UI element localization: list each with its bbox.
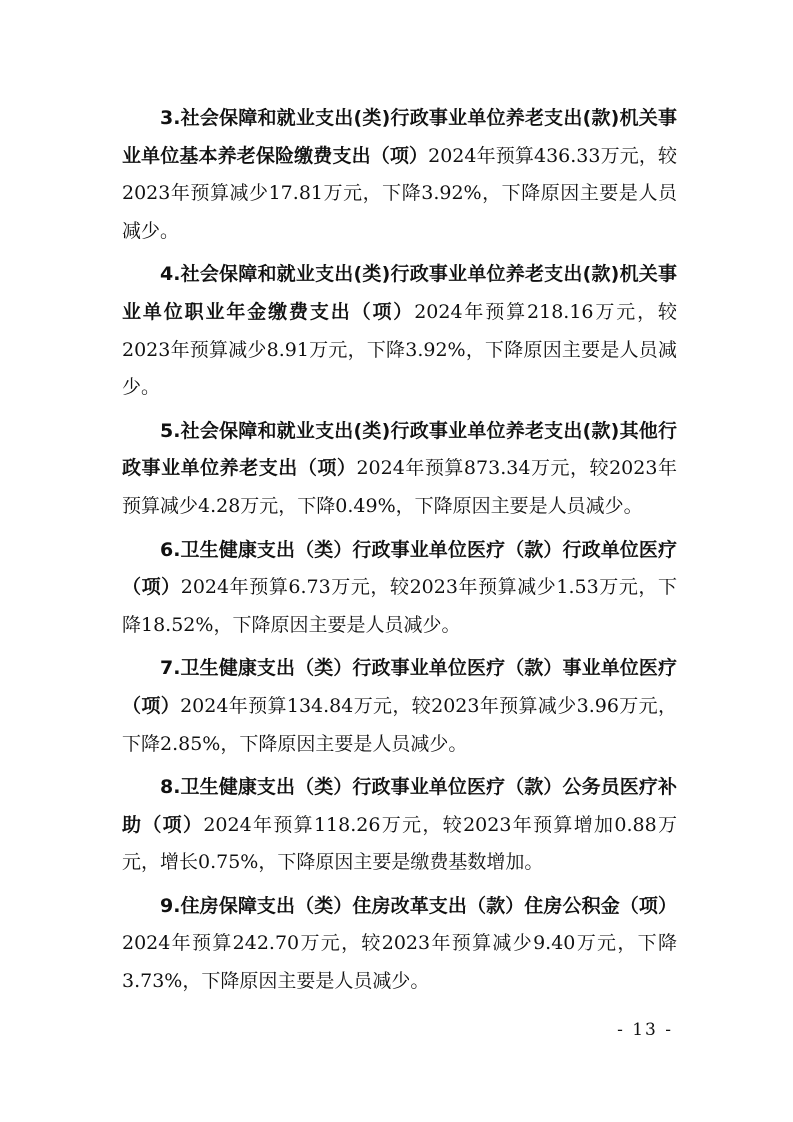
paragraph-heading: 8.卫生健康支出（类）行政事业单位医疗（款）公务员医疗补助（项） [122, 776, 677, 836]
paragraph-item-6 [122, 532, 677, 645]
paragraph-item-4 [122, 256, 677, 406]
paragraph-body: 2024年预算118.26万元，较2023年预算增加0.88万元，增长0.75%，下降原因主要是缴费基数增加。 [122, 813, 677, 874]
paragraph-item-8 [122, 769, 677, 882]
paragraph-heading: 4.社会保障和就业支出(类)行政事业单位养老支出(款)机关事业单位职业年金缴费支出（项） [122, 263, 677, 323]
document-page [122, 100, 677, 1007]
paragraph-item-3 [122, 100, 677, 250]
paragraph-body: 2024年预算134.84万元，较2023年预算减少3.96万元，下降2.85%，下降原因主要是人员减少。 [122, 694, 677, 755]
paragraph-item-7 [122, 650, 677, 763]
paragraph-body: 2024年预算6.73万元，较2023年预算减少1.53万元，下降18.52%，下降原因主要是人员减少。 [122, 576, 677, 636]
paragraph-heading: 3.社会保障和就业支出(类)行政事业单位养老支出(款)机关事业单位基本养老保险缴费支出（项） [122, 107, 677, 167]
paragraph-body: 2024年预算218.16万元，较2023年预算减少8.91万元，下降3.92%，下降原因主要是人员减少。 [122, 300, 677, 399]
paragraph-heading: 9.住房保障支出（类）住房改革支出（款）住房公积金（项） [160, 894, 677, 917]
paragraph-heading: 6.卫生健康支出（类）行政事业单位医疗（款）行政单位医疗（项） [122, 538, 677, 599]
paragraph-item-9 [122, 888, 677, 1001]
paragraph-heading: 7.卫生健康支出（类）行政事业单位医疗（款）事业单位医疗（项） [122, 657, 677, 717]
paragraph-body: 2024年预算873.34万元，较2023年预算减少4.28万元，下降0.49%，下降原因主要是人员减少。 [122, 457, 677, 517]
paragraph-body: 2024年预算436.33万元，较2023年预算减少17.81万元，下降3.92%，下降原因主要是人员减少。 [122, 144, 677, 242]
paragraph-item-5 [122, 413, 677, 526]
paragraph-heading: 5.社会保障和就业支出(类)行政事业单位养老支出(款)其他行政事业单位养老支出（项） [122, 419, 677, 480]
page-number: - 13 - [617, 1020, 673, 1040]
paragraph-body: 2024年预算242.70万元，较2023年预算减少9.40万元，下降3.73%，下降原因主要是人员减少。 [122, 932, 677, 993]
